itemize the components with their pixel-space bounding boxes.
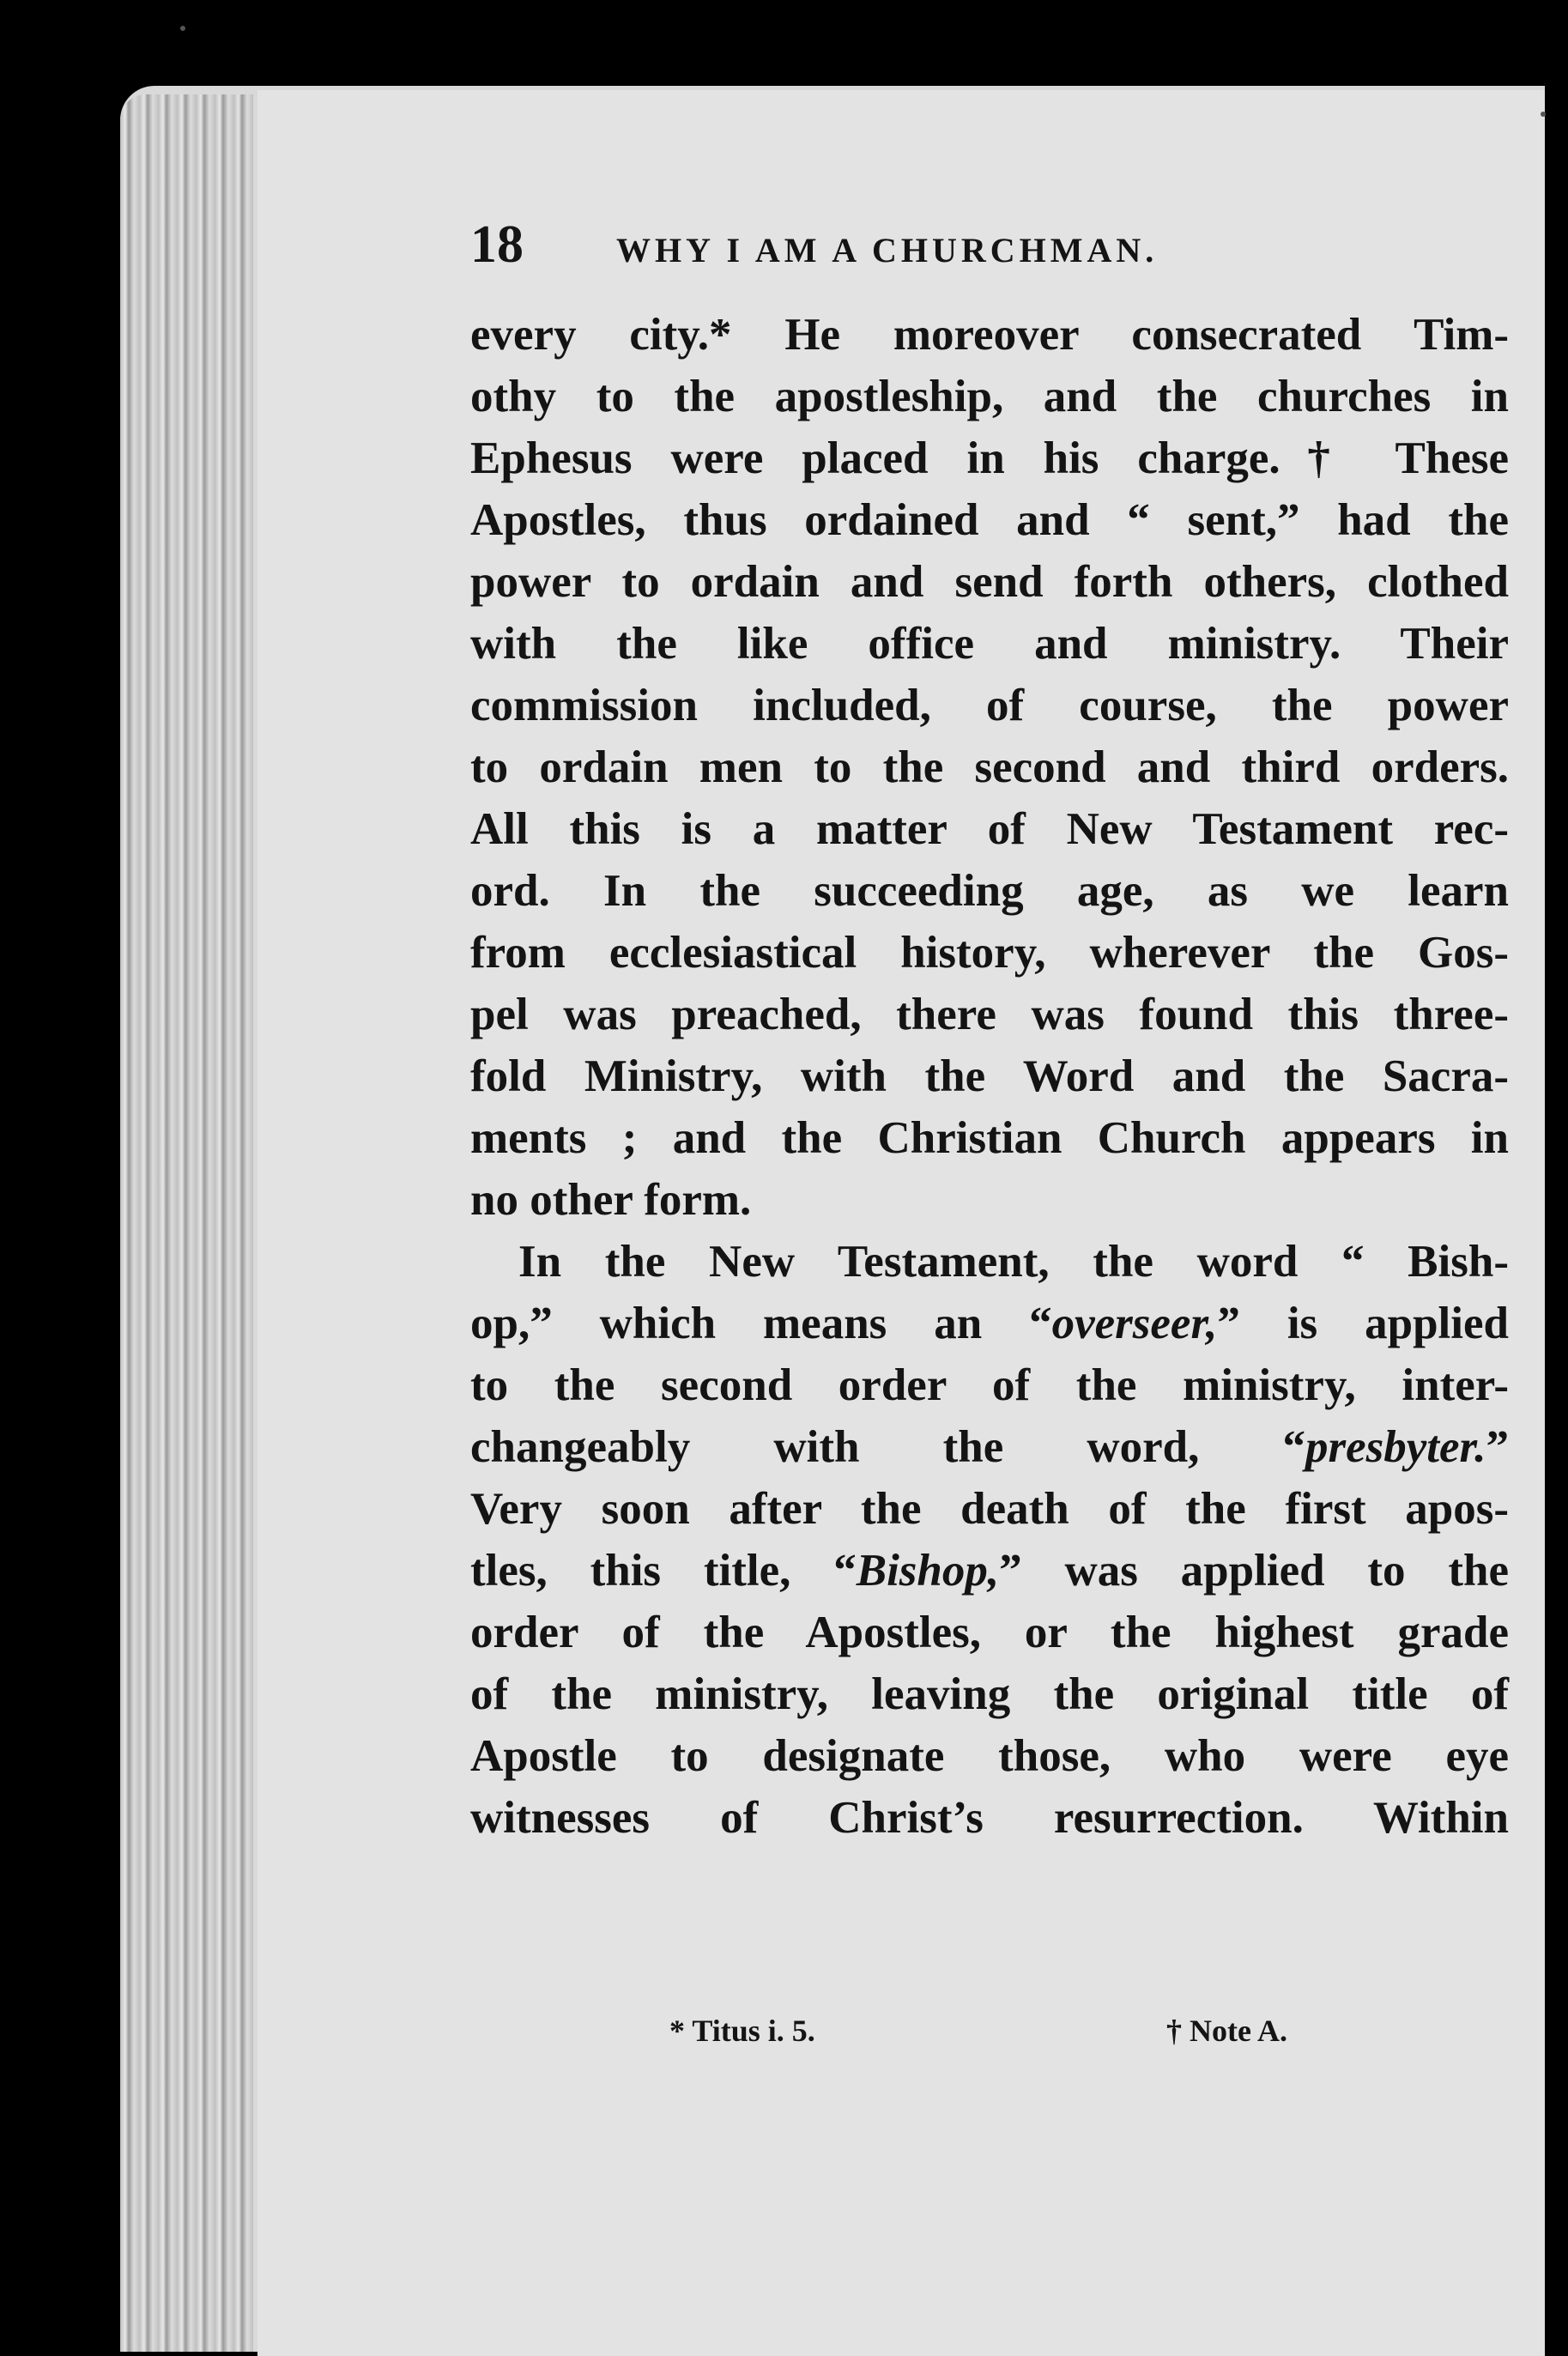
text-line: In the New Testament, the word “ Bish- [518, 1237, 1509, 1287]
text-line: order of the Apostles, or the highest grade [470, 1608, 1509, 1657]
text-line: All this is a matter of New Testament rec- [470, 804, 1509, 854]
running-head [470, 215, 1517, 292]
text-line: fold Ministry, with the Word and the Sacra- [470, 1051, 1509, 1101]
text-run: op,” which means an “ [470, 1299, 1052, 1348]
footnote-1: * Titus i. 5. [669, 2014, 815, 2048]
text-line: othy to the apostleship, and the churches in [470, 372, 1509, 421]
text-line: of the ministry, leaving the original title of [470, 1669, 1509, 1719]
text-run: tles, this title, “ [470, 1546, 857, 1596]
text-line: to the second order of the ministry, inter- [470, 1360, 1509, 1410]
footnotes [669, 2013, 1287, 2049]
text-line: pel was preached, there was found this three- [470, 990, 1509, 1039]
text-line: witnesses of Christ’s resurrection. Within [470, 1793, 1509, 1843]
text-line [470, 1293, 1509, 1354]
italic-term: Bishop, [856, 1546, 1000, 1596]
text-run: ” is applied [1217, 1299, 1509, 1348]
italic-term: presbyter. [1305, 1422, 1486, 1472]
page-number: 18 [470, 215, 524, 274]
scan-speck [1541, 112, 1546, 117]
running-title: WHY I AM A CHURCHMAN. [616, 231, 1159, 270]
body-text [470, 304, 1509, 1849]
text-line [470, 1416, 1509, 1478]
text-line [470, 1540, 1509, 1602]
text-line: Ephesus were placed in his charge.† These [470, 433, 1509, 483]
text-run: ” [1486, 1422, 1509, 1472]
text-line: Apostle to designate those, who were eye [470, 1731, 1509, 1781]
text-run: changeably with the word, “ [470, 1422, 1305, 1472]
text-line: to ordain men to the second and third orders. [470, 742, 1509, 792]
footnote-2: † Note A. [1166, 2014, 1287, 2048]
text-line: ments ; and the Christian Church appears in [470, 1113, 1509, 1163]
text-block [470, 206, 1517, 1849]
text-line: ord. In the succeeding age, as we learn [470, 866, 1509, 916]
italic-term: overseer, [1051, 1299, 1218, 1348]
text-line: with the like office and ministry. Their [470, 619, 1509, 669]
text-line: power to ordain and send forth others, clothed [470, 557, 1509, 607]
text-line: no other form. [470, 1175, 752, 1225]
text-line: from ecclesiastical history, wherever the Gos- [470, 928, 1509, 978]
text-line: Apostles, thus ordained and “ sent,” had the [470, 495, 1509, 545]
scan-speck [180, 26, 185, 31]
page-edges [120, 94, 253, 2352]
text-line: every city.* He moreover consecrated Tim- [470, 310, 1509, 360]
text-line: commission included, of course, the power [470, 681, 1509, 730]
text-run: ” was applied to the [999, 1546, 1509, 1596]
text-line: Very soon after the death of the first apos- [470, 1484, 1509, 1534]
